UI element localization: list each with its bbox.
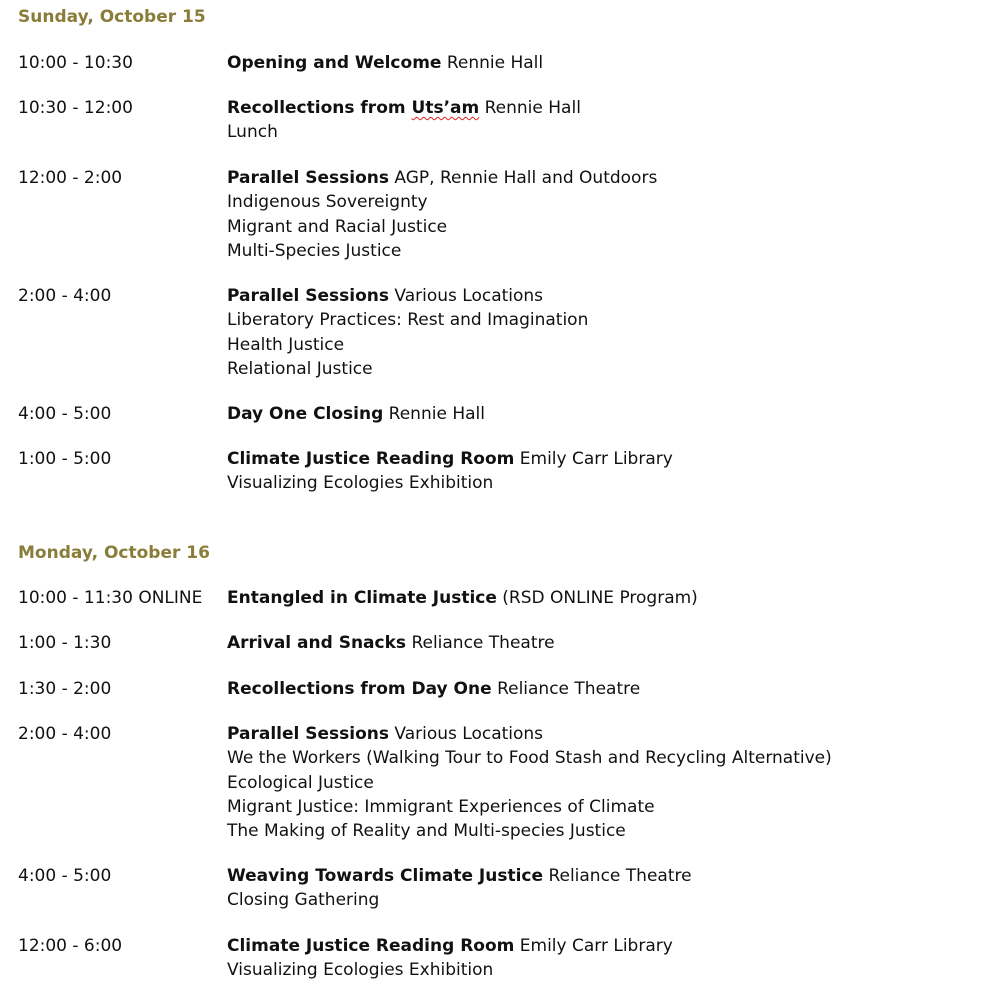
session-location: Various Locations — [394, 286, 544, 306]
session-title-text: Recollections from — [227, 98, 412, 118]
session-time: 2:00 - 4:00 — [18, 724, 112, 744]
session-location: Reliance Theatre — [548, 866, 692, 886]
session-content — [227, 166, 987, 263]
session-time: 4:00 - 5:00 — [18, 404, 112, 424]
session-location: Rennie Hall — [484, 98, 581, 118]
session-title: Opening and Welcome — [227, 53, 442, 73]
session-title: Day One Closing — [227, 404, 384, 424]
session-content — [227, 677, 987, 701]
session-subitem: Migrant Justice: Immigrant Experiences of Climate — [227, 796, 655, 817]
session-title — [227, 98, 479, 118]
session-subitem: Multi-Species Justice — [227, 240, 402, 261]
session-subitem: Visualizing Ecologies Exhibition — [227, 473, 494, 494]
session-subitem: We the Workers (Walking Tour to Food Stash and Recycling Alternative) — [227, 748, 832, 769]
session-title: Entangled in Climate Justice — [227, 588, 497, 608]
session-time: 10:30 - 12:00 — [18, 98, 133, 118]
session-content — [227, 51, 987, 75]
session-subitem: Migrant and Racial Justice — [227, 216, 448, 237]
session-location: Emily Carr Library — [519, 449, 673, 469]
session-content — [227, 447, 987, 496]
session-content — [227, 934, 987, 983]
session-subitem: The Making of Reality and Multi-species Justice — [227, 821, 626, 842]
session-time: 12:00 - 2:00 — [18, 168, 123, 188]
session-subitem: Visualizing Ecologies Exhibition — [227, 960, 494, 981]
session-title: Parallel Sessions — [227, 724, 389, 744]
session-time: 4:00 - 5:00 — [18, 866, 112, 886]
session-location: Rennie Hall — [446, 53, 544, 73]
session-location: AGP, Rennie Hall and Outdoors — [394, 168, 658, 188]
day-heading-sunday: Sunday, October 15 — [18, 7, 206, 27]
session-location: Various Locations — [394, 724, 544, 744]
session-location: (RSD ONLINE Program) — [502, 588, 698, 608]
session-title: Climate Justice Reading Room — [227, 449, 515, 469]
session-content — [227, 586, 987, 610]
session-time: 12:00 - 6:00 — [18, 936, 123, 956]
session-subitem: Closing Gathering — [227, 890, 380, 911]
session-content — [227, 864, 987, 913]
session-time: 1:00 - 5:00 — [18, 449, 112, 469]
session-content — [227, 284, 987, 381]
session-subitem: Health Justice — [227, 334, 345, 355]
day-heading-monday: Monday, October 16 — [18, 543, 210, 563]
session-location: Reliance Theatre — [411, 633, 555, 653]
session-location: Reliance Theatre — [497, 679, 641, 699]
session-title: Arrival and Snacks — [227, 633, 407, 653]
session-subitem: Indigenous Sovereignty — [227, 192, 428, 213]
session-time: 10:00 - 11:30 ONLINE — [18, 588, 203, 608]
session-title: Weaving Towards Climate Justice — [227, 866, 544, 886]
session-title: Climate Justice Reading Room — [227, 936, 515, 956]
session-subitem: Ecological Justice — [227, 772, 374, 793]
session-title: Parallel Sessions — [227, 286, 389, 306]
session-title: Recollections from Day One — [227, 679, 492, 699]
session-location: Emily Carr Library — [519, 936, 673, 956]
session-content — [227, 96, 987, 145]
session-subitem: Relational Justice — [227, 358, 373, 379]
session-content — [227, 722, 987, 843]
session-time: 1:00 - 1:30 — [18, 633, 112, 653]
session-subitem: Liberatory Practices: Rest and Imagination — [227, 310, 589, 331]
session-content — [227, 402, 987, 426]
spellcheck-flagged-word: Uts’am — [411, 98, 480, 118]
session-time: 10:00 - 10:30 — [18, 53, 133, 73]
session-time: 1:30 - 2:00 — [18, 679, 112, 699]
session-content — [227, 631, 987, 655]
session-location: Rennie Hall — [388, 404, 485, 424]
session-time: 2:00 - 4:00 — [18, 286, 112, 306]
session-subitem: Lunch — [227, 122, 278, 143]
session-title: Parallel Sessions — [227, 168, 389, 188]
